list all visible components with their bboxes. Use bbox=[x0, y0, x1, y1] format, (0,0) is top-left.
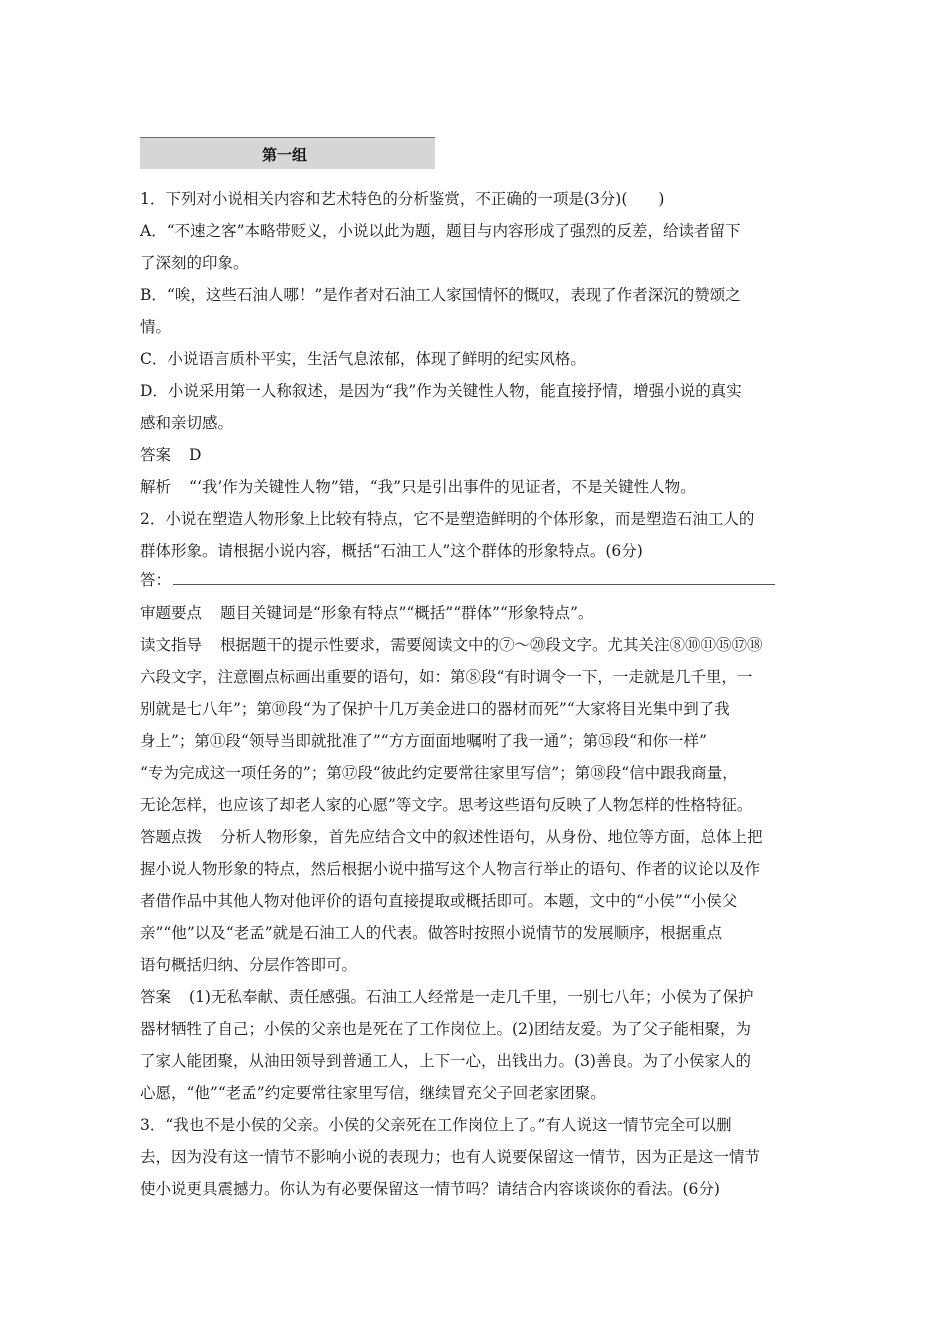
q2-reading-guide-line5: “专为完成这一项任务的”；第⑰段“彼此约定要常往家里写信”；第⑱段“信中跟我商量， bbox=[140, 764, 738, 782]
q3-stem-line2: 去，因为没有这一情节不影响小说的表现力；也有人说要保留这一情节，因为正是这一情节 bbox=[140, 1148, 761, 1166]
q1-analysis bbox=[140, 477, 696, 497]
q2-answer-line4: 心愿，“他”“老孟”约定要常往家里写信，继续冒充父子回老家团聚。 bbox=[140, 1084, 606, 1102]
q1-answer-value: D bbox=[189, 446, 202, 464]
q1-stem: 1．下列对小说相关内容和艺术特色的分析鉴赏，不正确的一项是(3分)( ) bbox=[140, 190, 665, 208]
q2-reading-guide-line1 bbox=[140, 635, 763, 655]
q2-key-label: 审题要点 bbox=[140, 604, 203, 622]
q2-tip-text1: 分析人物形象，首先应结合文中的叙述性语句，从身份、地位等方面，总体上把 bbox=[220, 828, 763, 846]
q2-tip-line1 bbox=[140, 827, 763, 847]
q2-answer-text1: (1)无私奉献、责任感强。石油工人经常是一走几千里，一别七八年；小侯为了保护 bbox=[189, 988, 754, 1006]
q2-key-points bbox=[140, 603, 593, 623]
q1-option-a-line2: 了深刻的印象。 bbox=[140, 254, 249, 272]
q3-stem-line3: 使小说更具震撼力。你认为有必要保留这一情节吗？请结合内容谈谈你的看法。(6分) bbox=[140, 1180, 720, 1198]
q1-option-b-line1: B．“唉，这些石油人哪！”是作者对石油工人家国情怀的慨叹，表现了作者深沉的赞颂之 bbox=[140, 286, 741, 304]
q2-tip-line3: 者借作品中其他人物对他评价的语句直接提取或概括即可。本题，文中的“小侯”“小侯父 bbox=[140, 892, 738, 910]
q1-option-a-line1: A．“不速之客”本略带贬义，小说以此为题，题目与内容形成了强烈的反差，给读者留下 bbox=[140, 222, 741, 240]
q2-blank-label: 答： bbox=[140, 571, 172, 589]
q2-key-text: 题目关键词是“形象有特点”“概括”“群体”“形象特点”。 bbox=[220, 604, 594, 622]
q2-stem-line2: 群体形象。请根据小说内容，概括“石油工人”这个群体的形象特点。(6分) bbox=[140, 542, 643, 560]
q2-reading-guide-line2: 六段文字，注意圈点标画出重要的语句，如：第⑧段“有时调令一下，一走就是几千里，一 bbox=[140, 668, 753, 686]
q2-answer-label: 答案 bbox=[140, 988, 172, 1006]
q2-read-label: 读文指导 bbox=[140, 636, 203, 654]
q1-option-b-line2: 情。 bbox=[140, 318, 172, 336]
q2-read-text1: 根据题干的提示性要求，需要阅读文中的⑦～⑳段文字。尤其关注⑧⑩⑪⑮⑰⑱ bbox=[220, 636, 763, 654]
q2-reading-guide-line6: 无论怎样，也应该了却老人家的心愿”等文字。思考这些语句反映了人物怎样的性格特征。 bbox=[140, 796, 753, 814]
q1-option-d-line2: 感和亲切感。 bbox=[140, 414, 234, 432]
q1-option-c-line1: C．小说语言质朴平实，生活气息浓郁，体现了鲜明的纪实风格。 bbox=[140, 350, 586, 368]
q1-option-d-line1: D．小说采用第一人称叙述，是因为“我”作为关键性人物，能直接抒情，增强小说的真实 bbox=[140, 382, 742, 400]
q1-analysis-text: “‘我’作为关键性人物”错，“我”只是引出事件的见证者，不是关键性人物。 bbox=[189, 478, 696, 496]
q2-tip-line4: 亲”“他”以及“老孟”就是石油工人的代表。做答时按照小说情节的发展顺序，根据重点 bbox=[140, 924, 723, 942]
q2-answer-blank bbox=[140, 570, 775, 590]
q2-reading-guide-line4: 身上”；第⑪段“领导当即就批准了”“方方面面地嘱咐了我一通”；第⑮段“和你一样” bbox=[140, 732, 707, 750]
q1-answer bbox=[140, 445, 201, 465]
q2-stem-line1: 2．小说在塑造人物形象上比较有特点，它不是塑造鲜明的个体形象，而是塑造石油工人的 bbox=[140, 510, 755, 528]
q2-tip-label: 答题点拨 bbox=[140, 828, 203, 846]
q2-answer-line3: 了家人能团聚，从油田领导到普通工人，上下一心，出钱出力。(3)善良。为了小侯家人的 bbox=[140, 1052, 751, 1070]
q3-stem-line1: 3．“我也不是小侯的父亲。小侯的父亲死在工作岗位上了。”有人说这一情节完全可以删 bbox=[140, 1116, 732, 1134]
q1-answer-label: 答案 bbox=[140, 446, 172, 464]
q1-analysis-label: 解析 bbox=[140, 478, 172, 496]
q2-tip-line2: 握小说人物形象的特点，然后根据小说中描写这个人物言行举止的语句、作者的议论以及作 bbox=[140, 860, 761, 878]
q2-reading-guide-line3: 别就是七八年”；第⑩段“为了保护十几万美金进口的器材而死”“大家将目光集中到了我 bbox=[140, 700, 730, 718]
q2-answer-line1 bbox=[140, 987, 753, 1007]
q2-answer-line2: 器材牺牲了自己；小侯的父亲也是死在了工作岗位上。(2)团结友爱。为了父子能相聚，为 bbox=[140, 1020, 751, 1038]
q2-tip-line5: 语句概括归纳、分层作答即可。 bbox=[140, 956, 358, 974]
section-header bbox=[140, 137, 435, 169]
section-title: 第一组 bbox=[262, 146, 308, 164]
answer-blank-line[interactable] bbox=[173, 570, 775, 585]
